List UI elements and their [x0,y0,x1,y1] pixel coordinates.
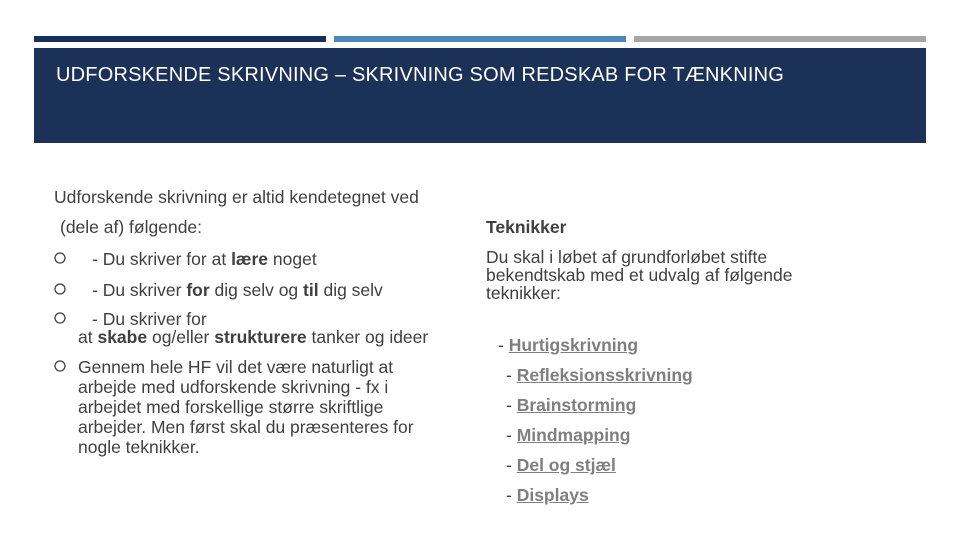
circle-bullet-icon [54,360,66,372]
accent-bar-gray [634,36,926,42]
slide-title: UDFORSKENDE SKRIVNING – SKRIVNING SOM REDSKAB FOR TÆNKNING [56,64,785,86]
techniques-description: Du skal i løbet af grundforløbet stifte bekendtskab med et udvalg af følgende teknikker: [486,247,793,303]
bullet-learn: - Du skriver for at lære noget [92,249,317,269]
technique-link-del-og-stjael[interactable]: Del og stjæl [516,455,616,475]
technique-link-refleksionsskrivning[interactable]: Refleksionsskrivning [516,365,693,385]
circle-bullet-icon [54,312,66,324]
circle-bullet-icon [54,283,66,295]
title-banner [34,48,926,143]
technique-item: - Displays [506,485,589,505]
technique-item: - Hurtigskrivning [498,335,639,355]
technique-item: - Refleksionsskrivning [506,365,693,385]
technique-link-brainstorming[interactable]: Brainstorming [516,395,637,415]
circle-bullet-icon [54,252,66,264]
technique-item: - Brainstorming [506,395,637,415]
intro-line-1: Udforskende skrivning er altid kendetegnet ved [54,187,419,207]
bullet-create-line2: at skabe og/eller strukturere tanker og ideer [78,327,429,347]
technique-item: - Mindmapping [506,425,631,445]
technique-link-mindmapping[interactable]: Mindmapping [516,425,631,445]
hf-paragraph: Gennem hele HF vil det være naturligt at arbejde med udforskende skrivning - fx i arbejdet med forskellige større skriftlige arbejder. Men først skal du præsenteres for nogle teknikker. [78,357,414,457]
technique-item: - Del og stjæl [506,455,616,475]
accent-bar-blue [334,36,626,42]
intro-line-2: (dele af) følgende: [60,217,203,237]
technique-link-hurtigskrivning[interactable]: Hurtigskrivning [508,335,639,355]
technique-link-displays[interactable]: Displays [516,485,589,505]
techniques-heading: Teknikker [486,217,567,237]
bullet-create-line1: - Du skriver for [92,309,207,329]
bullet-for-yourself: - Du skriver for dig selv og til dig selv [92,280,383,300]
accent-bar-navy [34,36,326,42]
